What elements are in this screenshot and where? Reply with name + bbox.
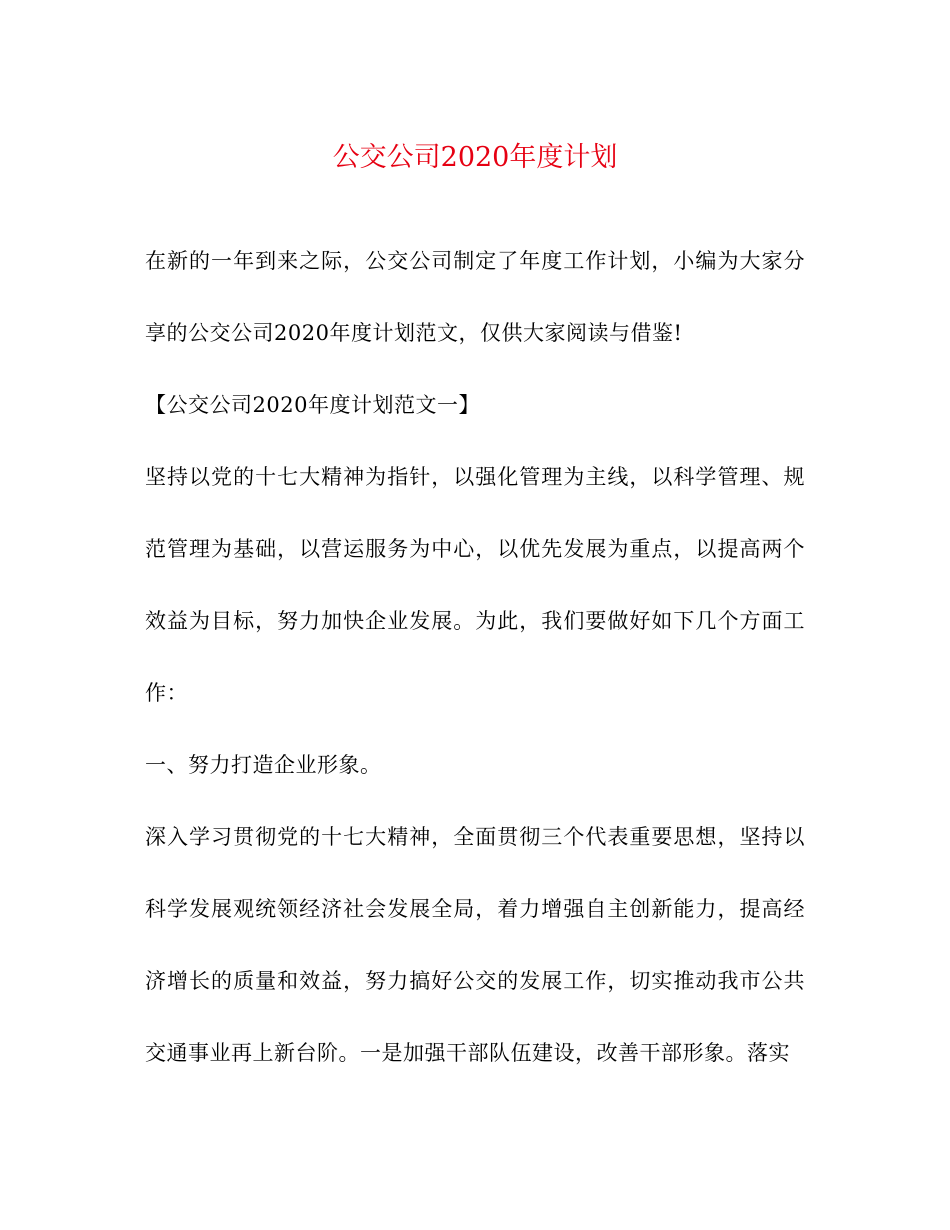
section-heading-enterprise-image: 一、努力打造企业形象。 xyxy=(145,753,382,777)
document-title: 公交公司2020年度计划 xyxy=(332,142,618,173)
guiding-principle-paragraph: 坚持以党的十七大精神为指针，以强化管理为主线，以科学管理、规范管理为基础，以营运服务为中心，以优先发展为重点，以提高两个效益为目标，努力加快企业发展。为此，我们要做好如下几个方面工作： xyxy=(145,465,805,705)
document-body xyxy=(145,225,805,1089)
section-heading-sample-one: 【公交公司2020年度计划范文一】 xyxy=(145,393,480,417)
intro-paragraph: 在新的一年到来之际，公交公司制定了年度工作计划，小编为大家分享的公交公司2020年度计划范文，仅供大家阅读与借鉴! xyxy=(145,249,805,345)
enterprise-image-paragraph: 深入学习贯彻党的十七大精神，全面贯彻三个代表重要思想，坚持以科学发展观统领经济社会发展全局，着力增强自主创新能力，提高经济增长的质量和效益，努力搞好公交的发展工作，切实推动我市公共交通事业再上新台阶。一是加强干部队伍建设，改善干部形象。落实 xyxy=(145,825,805,1065)
